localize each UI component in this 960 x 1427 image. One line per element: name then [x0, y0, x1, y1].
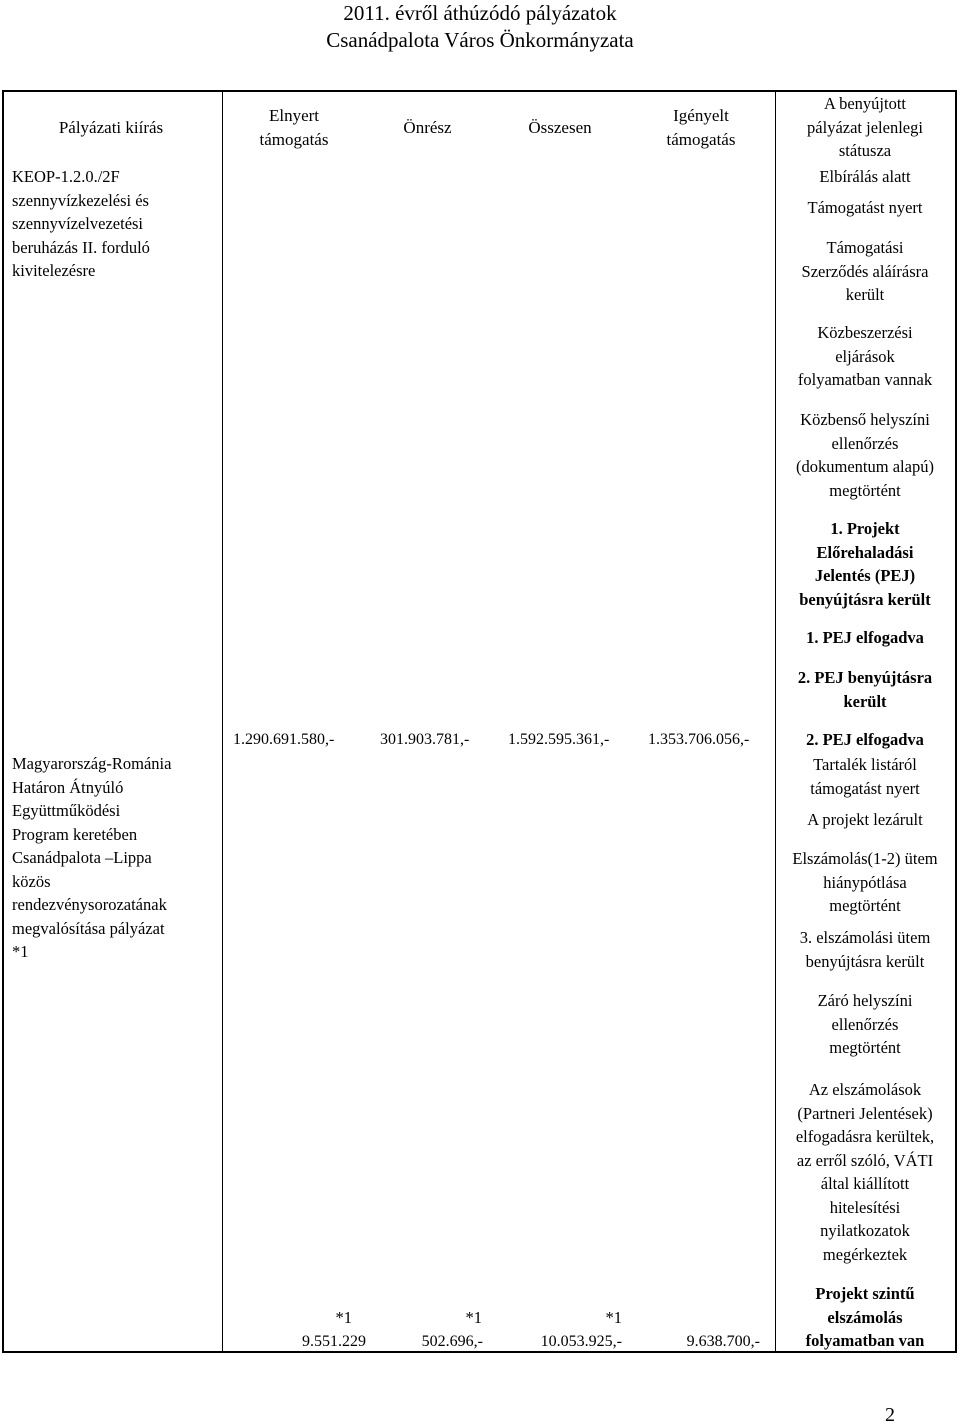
- row1-title: KEOP-1.2.0./2F szennyvízkezelési és szennyvízelvezetési beruházás II. forduló kivitelezésre: [12, 167, 150, 280]
- status-item: 2. PEJ benyújtásra került: [797, 668, 933, 711]
- page-number: 2: [885, 1404, 895, 1426]
- status-item: 1. PEJ elfogadva: [806, 628, 924, 647]
- row1-osszesen: 1.592.595.361,-: [508, 731, 610, 748]
- row2-elnyert: 9.551.229: [302, 1333, 366, 1350]
- row1-elnyert: 1.290.691.580,-: [233, 731, 335, 748]
- status-item: Az elszámolások (Partneri Jelentések) elfogadásra kerültek, az erről szóló, VÁTI által kiállított hitelesítési nyilatkozatok megérkeztek: [795, 1080, 935, 1264]
- status-item: Elszámolás(1-2) ütem hiánypótlása megtörtént: [792, 849, 938, 915]
- header-statusz: A benyújtott pályázat jelenlegi státusza: [807, 94, 923, 160]
- row2-onresz: 502.696,-: [421, 1333, 483, 1350]
- status-item: Támogatást nyert: [807, 198, 923, 217]
- status-item: Projekt szintű elszámolás folyamatban van: [805, 1284, 925, 1350]
- status-item: Közbenső helyszíni ellenőrzés (dokumentum alapú) megtörtént: [796, 410, 934, 500]
- row2-title: Magyarország-Románia Határon Átnyúló Együttműködési Program keretében Csanádpalota –Lippa közös rendezvénysorozatának megvalósítása pályázat *1: [12, 754, 172, 961]
- header-onresz: Önrész: [403, 118, 452, 137]
- row2-osszesen-footnote: *1: [605, 1308, 622, 1327]
- row2-osszesen: 10.053.925,-: [540, 1333, 622, 1350]
- page-subtitle: Csanádpalota Város Önkormányzata: [326, 28, 634, 52]
- column-divider: [222, 92, 223, 1351]
- row2-onresz-footnote: *1: [465, 1308, 482, 1327]
- header-elnyert-tamogatas: Elnyert támogatás: [259, 106, 329, 149]
- header-osszesen: Összesen: [528, 118, 592, 137]
- status-item: Támogatási Szerződés aláírásra került: [801, 238, 929, 304]
- page-title: 2011. évről áthúzódó pályázatok: [343, 1, 617, 25]
- status-item: 1. Projekt Előrehaladási Jelentés (PEJ) benyújtásra került: [799, 519, 931, 609]
- status-item: Tartalék listáról támogatást nyert: [810, 755, 920, 798]
- header-palyazati-kiiras: Pályázati kiírás: [58, 118, 164, 137]
- status-item: 3. elszámolási ütem benyújtásra került: [799, 928, 931, 971]
- row1-onresz: 301.903.781,-: [380, 731, 470, 748]
- row2-elnyert-footnote: *1: [335, 1308, 352, 1327]
- row1-igenyelt: 1.353.706.056,-: [648, 731, 750, 748]
- row2-igenyelt: 9.638.700,-: [686, 1333, 760, 1350]
- status-item: Elbírálás alatt: [819, 167, 911, 186]
- status-item: Záró helyszíni ellenőrzés megtörtént: [817, 991, 913, 1057]
- status-item: Közbeszerzési eljárások folyamatban vannak: [797, 323, 933, 389]
- header-igenyelt-tamogatas: Igényelt támogatás: [666, 106, 736, 149]
- status-item: A projekt lezárult: [807, 810, 923, 829]
- status-item: 2. PEJ elfogadva: [806, 730, 924, 749]
